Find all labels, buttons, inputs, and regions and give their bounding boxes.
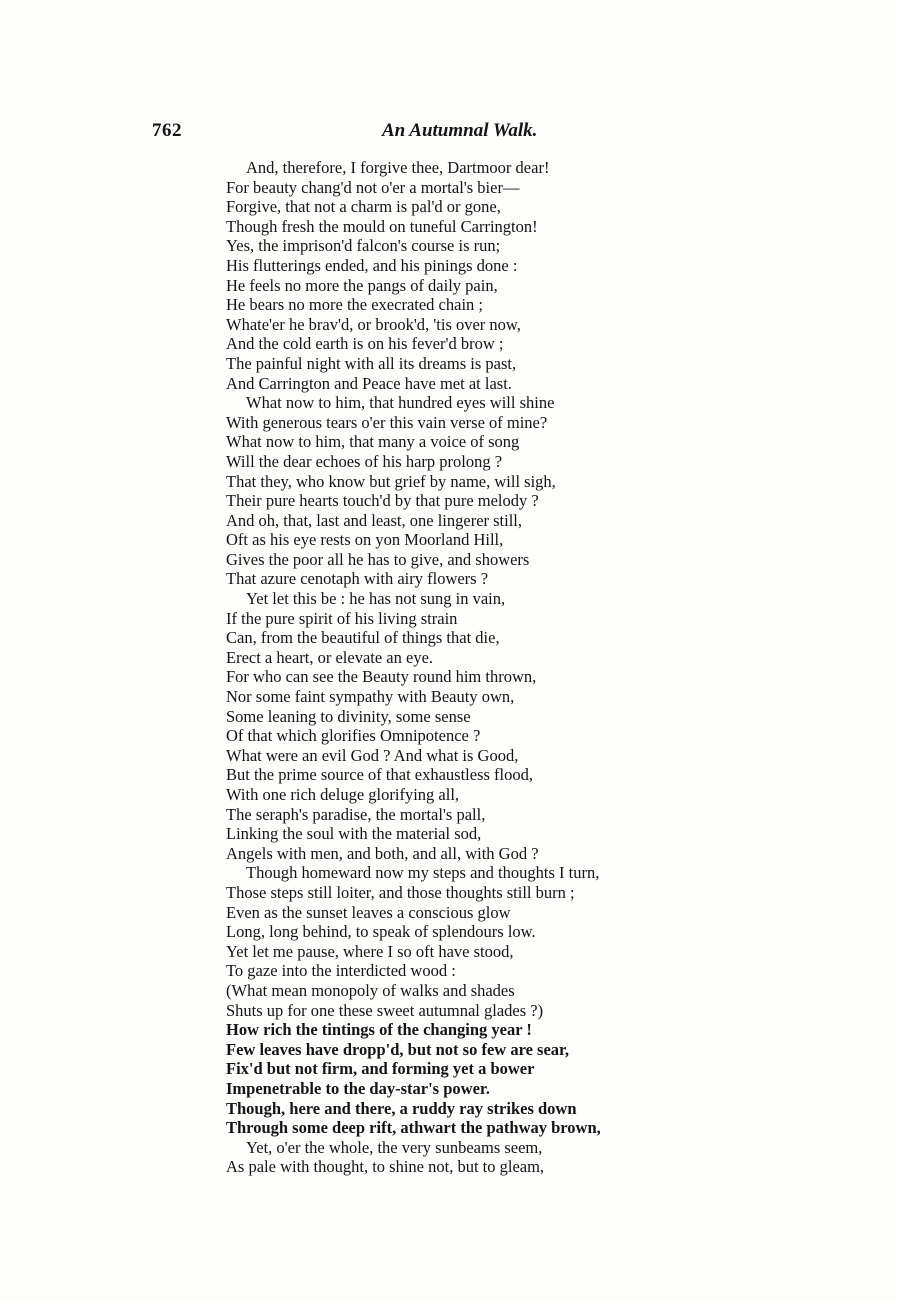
poem-line: Of that which glorifies Omnipotence ?: [226, 726, 481, 746]
poem-body: [226, 158, 786, 1177]
poem-line: That azure cenotaph with airy flowers ?: [226, 569, 489, 589]
poem-line: What now to him, that hundred eyes will shine: [246, 393, 555, 413]
poem-line: Though, here and there, a ruddy ray strikes down: [226, 1098, 577, 1118]
poem-line: He feels no more the pangs of daily pain,: [226, 275, 498, 295]
poem-line: Through some deep rift, athwart the pathway brown,: [226, 1118, 601, 1138]
running-title: An Autumnal Walk.: [382, 120, 538, 141]
poem-line: How rich the tintings of the changing year !: [226, 1020, 532, 1040]
poem-line: Long, long behind, to speak of splendours low.: [226, 922, 536, 942]
poem-line: And, therefore, I forgive thee, Dartmoor dear!: [246, 158, 550, 177]
poem-line: What now to him, that many a voice of song: [226, 432, 520, 452]
poem-line: With generous tears o'er this vain verse of mine?: [226, 412, 548, 432]
poem-line: His flutterings ended, and his pinings done :: [226, 255, 518, 275]
poem-line: But the prime source of that exhaustless flood,: [226, 765, 534, 785]
poem-line: Gives the poor all he has to give, and showers: [226, 549, 530, 569]
poem-line: Though homeward now my steps and thoughts I turn,: [246, 863, 600, 883]
poem-line: He bears no more the execrated chain ;: [226, 295, 483, 315]
poem-line: Fix'd but not firm, and forming yet a bower: [226, 1059, 535, 1079]
poem-line: Yet, o'er the whole, the very sunbeams seem,: [246, 1137, 543, 1157]
poem-line: Those steps still loiter, and those thoughts still burn ;: [226, 882, 575, 902]
poem-line: Shuts up for one these sweet autumnal glades ?): [226, 1000, 544, 1020]
poem-line: Yet let this be : he has not sung in vain,: [246, 589, 506, 609]
poem-line: The painful night with all its dreams is past,: [226, 353, 517, 373]
poem-line: With one rich deluge glorifying all,: [226, 785, 460, 804]
poem-line: And oh, that, last and least, one lingerer still,: [226, 510, 523, 530]
poem-line: Can, from the beautiful of things that die,: [226, 628, 500, 648]
poem-line: If the pure spirit of his living strain: [226, 608, 458, 628]
poem-line: Linking the soul with the material sod,: [226, 824, 482, 844]
poem-line: Yet let me pause, where I so oft have stood,: [226, 941, 514, 961]
poem-line: As pale with thought, to shine not, but to gleam,: [226, 1157, 545, 1177]
poem-line: And Carrington and Peace have met at last.: [226, 373, 512, 393]
poem-line: That they, who know but grief by name, will sigh,: [226, 471, 556, 491]
poem-line: Whate'er he brav'd, or brook'd, 'tis over now,: [226, 314, 521, 334]
poem-line: Erect a heart, or elevate an eye.: [226, 647, 434, 667]
poem-line: Impenetrable to the day-star's power.: [226, 1078, 490, 1098]
poem-line: (What mean monopoly of walks and shades: [226, 980, 515, 1000]
page-number: 762: [152, 120, 182, 141]
poem-line: Oft as his eye rests on yon Moorland Hill,: [226, 530, 504, 550]
poem-line: Forgive, that not a charm is pal'd or gone,: [226, 197, 501, 217]
poem-line: For who can see the Beauty round him thrown,: [226, 667, 537, 687]
poem-line: Yes, the imprison'd falcon's course is run;: [226, 236, 501, 256]
poem-line: For beauty chang'd not o'er a mortal's bier—: [226, 177, 520, 197]
poem-line: Will the dear echoes of his harp prolong ?: [226, 451, 503, 471]
poem-line: Though fresh the mould on tuneful Carrington!: [226, 216, 538, 236]
poem-line: Nor some faint sympathy with Beauty own,: [226, 687, 515, 707]
poem-line: Even as the sunset leaves a conscious glow: [226, 902, 511, 922]
poem-line: Their pure hearts touch'd by that pure melody ?: [226, 491, 539, 511]
poem-line: What were an evil God ? And what is Good,: [226, 745, 519, 765]
poem-line: The seraph's paradise, the mortal's pall,: [226, 804, 486, 824]
poem-line: Some leaning to divinity, some sense: [226, 706, 471, 726]
poem-line: Few leaves have dropp'd, but not so few are sear,: [226, 1039, 569, 1059]
poem-line: To gaze into the interdicted wood :: [226, 961, 456, 981]
page-header: [152, 120, 792, 142]
poem-line: Angels with men, and both, and all, with God ?: [226, 843, 539, 863]
poem-line: And the cold earth is on his fever'd brow ;: [226, 334, 504, 354]
